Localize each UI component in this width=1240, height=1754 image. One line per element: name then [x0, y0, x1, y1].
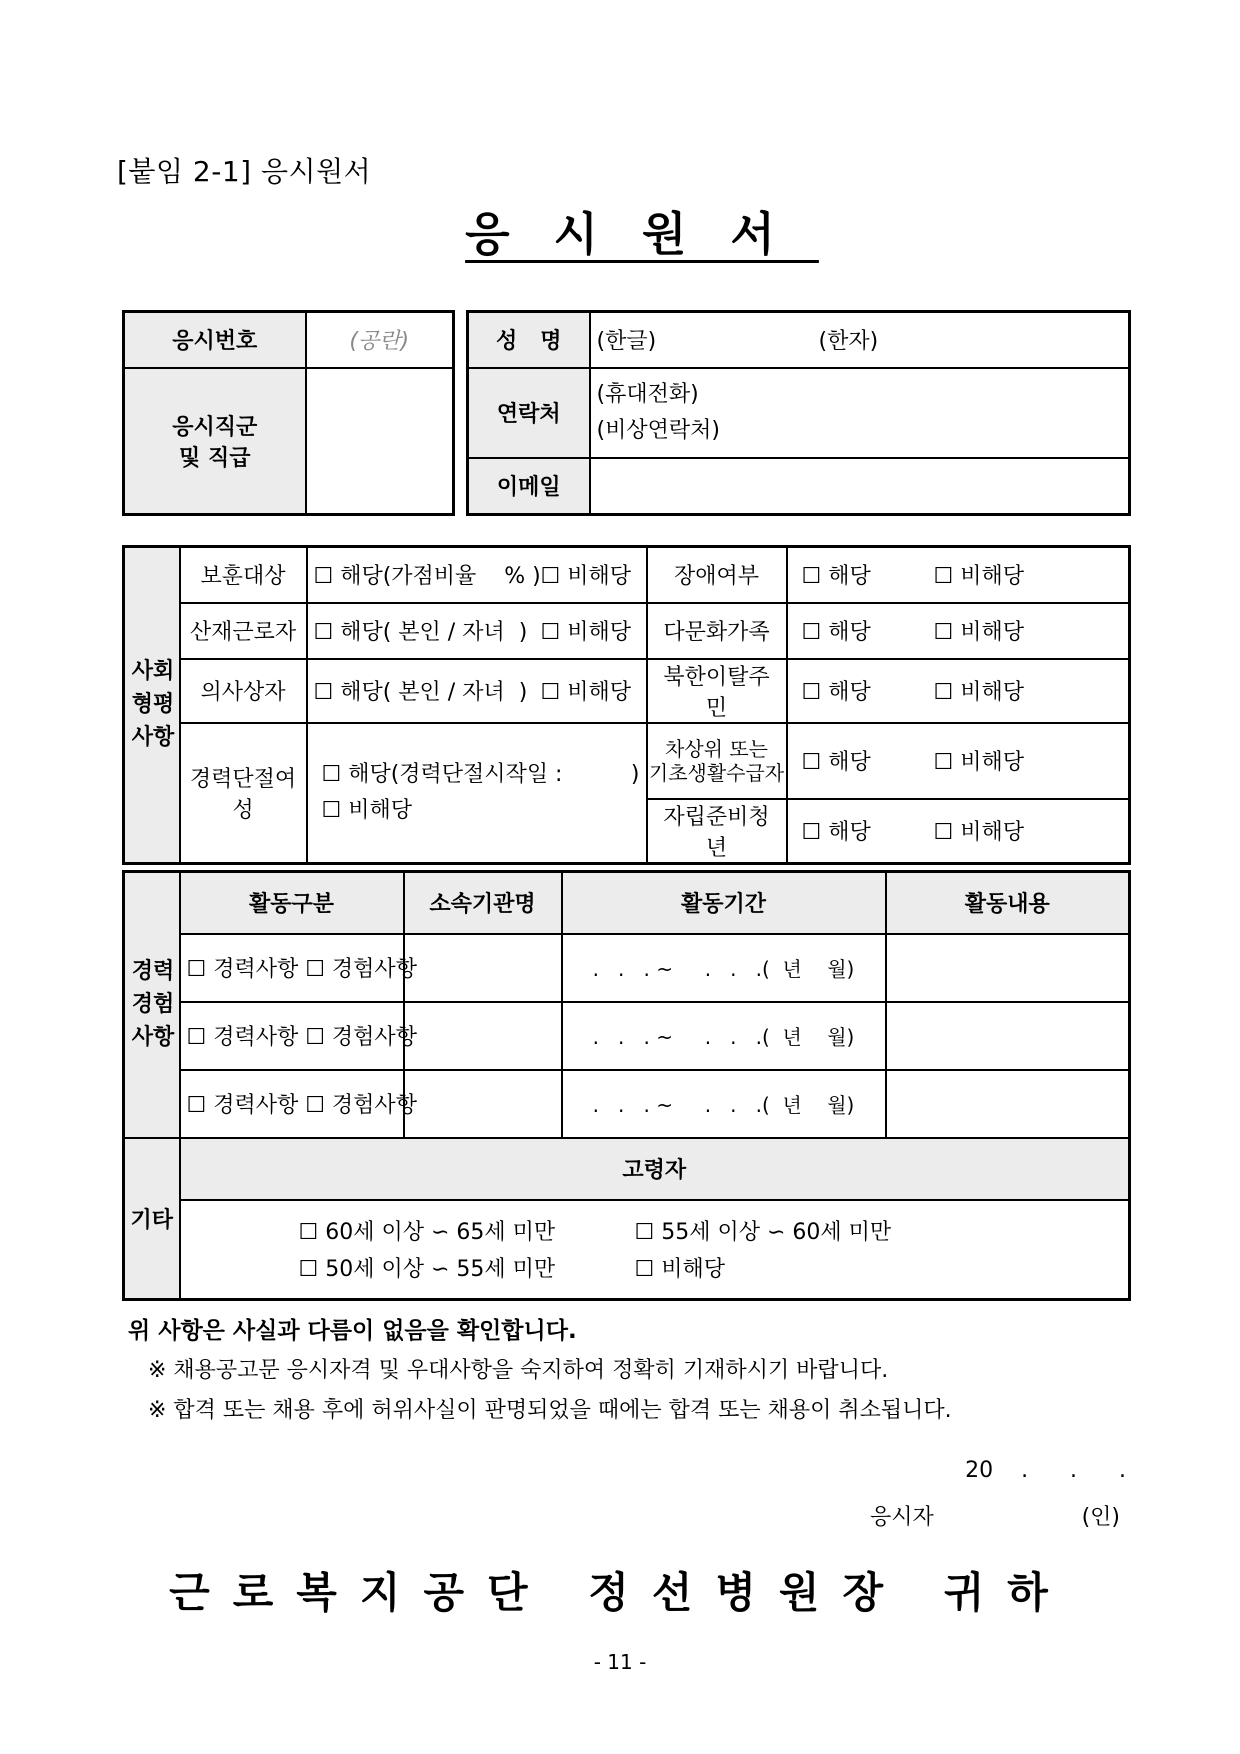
exam-number-label: 응시번호: [124, 312, 306, 368]
multicultural-yes-checkbox[interactable]: ☐ 해당: [787, 603, 920, 659]
name-label: 성 명: [468, 312, 590, 368]
elderly-none-checkbox[interactable]: ☐ 비해당: [634, 1257, 725, 1283]
veteran-label: 보훈대상: [180, 547, 307, 603]
note-accuracy: ※ 채용공고문 응시자격 및 우대사항을 숙지하여 정확히 기재하시기 바랍니다.: [148, 1358, 889, 1383]
activity-content-header: 활동내용: [886, 872, 1130, 934]
elderly-60-65-checkbox[interactable]: ☐ 60세 이상 ∽ 65세 미만: [298, 1220, 556, 1246]
elderly-header: 고령자: [180, 1138, 1130, 1200]
career-break-yes-row: [322, 757, 640, 793]
low-income-label-line2: 기초생활수급자: [648, 760, 785, 785]
page-number: - 11 -: [593, 1650, 647, 1674]
etc-section-label: 기타: [124, 1138, 180, 1300]
applicant-label: 응시자: [870, 1505, 934, 1530]
career-table: [122, 870, 1131, 1301]
industrial-accident-label: 산재근로자: [180, 603, 307, 659]
multicultural-no-checkbox[interactable]: ☐ 비해당: [920, 603, 1130, 659]
disability-yes-checkbox[interactable]: ☐ 해당: [787, 547, 920, 603]
attachment-label: [붙임 2-1] 응시원서: [117, 155, 372, 188]
career-break-yes-checkbox[interactable]: ☐ 해당(경력단절시작일 :: [321, 761, 563, 787]
disability-no-checkbox[interactable]: ☐ 비해당: [920, 547, 1130, 603]
note-cancellation: ※ 합격 또는 채용 후에 허위사실이 판명되었을 때에는 합격 또는 채용이 취소됩니다.: [148, 1398, 952, 1423]
name-korean: (한글): [596, 329, 657, 355]
email-label: 이메일: [468, 458, 590, 515]
elderly-50-55-checkbox[interactable]: ☐ 50세 이상 ∽ 55세 미만: [298, 1257, 556, 1283]
activity-content-field[interactable]: [886, 1070, 1130, 1138]
job-group-label-line1: 응시직군: [172, 414, 258, 440]
righteous-casualty-label: 의사상자: [180, 659, 307, 723]
multicultural-label: 다문화가족: [647, 603, 787, 659]
activity-type-checkboxes[interactable]: ☐ 경력사항 ☐ 경험사항: [180, 1070, 404, 1138]
elderly-options-grid: [299, 1215, 1123, 1283]
document-title: [0, 198, 1240, 264]
social-equity-section-text: 사회 형평 사항: [131, 659, 175, 751]
career-break-label: 경력단절여성: [180, 723, 307, 864]
applicant-signature-row: [870, 1500, 1120, 1531]
career-break-close-paren: ): [630, 761, 640, 787]
low-income-yes-checkbox[interactable]: ☐ 해당: [787, 723, 920, 799]
north-korean-defector-yes-checkbox[interactable]: ☐ 해당: [787, 659, 920, 723]
veteran-yes-checkbox[interactable]: ☐ 해당(가점비율 % ): [307, 547, 535, 603]
disability-label: 장애여부: [647, 547, 787, 603]
exam-number-value: (공란): [306, 312, 454, 368]
social-equity-table: [122, 545, 1131, 865]
exam-info-table: [122, 310, 455, 516]
activity-period-field[interactable]: . . . ~ . . .( 년 월): [562, 1070, 886, 1138]
name-field[interactable]: [590, 312, 1130, 368]
low-income-label: [647, 723, 787, 799]
job-group-label: [124, 368, 306, 515]
addressee: 근로복지공단 정선병원장 귀하: [169, 1568, 1071, 1617]
organization-field[interactable]: [404, 1070, 562, 1138]
contact-label: 연락처: [468, 368, 590, 458]
mobile-label: (휴대전화): [596, 381, 699, 407]
activity-type-checkboxes[interactable]: ☐ 경력사항 ☐ 경험사항: [180, 1002, 404, 1070]
activity-type-checkboxes[interactable]: ☐ 경력사항 ☐ 경험사항: [180, 934, 404, 1002]
youth-label: 자립준비청년: [647, 799, 787, 864]
righteous-casualty-yes-checkbox[interactable]: ☐ 해당( 본인 / 자녀 ): [307, 659, 535, 723]
elderly-55-60-checkbox[interactable]: ☐ 55세 이상 ∽ 60세 미만: [634, 1220, 892, 1246]
career-break-options: [307, 723, 647, 864]
confirmation-statement: 위 사항은 사실과 다름이 없음을 확인합니다.: [128, 1318, 577, 1344]
low-income-no-checkbox[interactable]: ☐ 비해당: [920, 723, 1130, 799]
email-field[interactable]: [590, 458, 1130, 515]
north-korean-defector-no-checkbox[interactable]: ☐ 비해당: [920, 659, 1130, 723]
activity-content-field[interactable]: [886, 934, 1130, 1002]
activity-content-field[interactable]: [886, 1002, 1130, 1070]
contact-field[interactable]: [590, 368, 1130, 458]
youth-no-checkbox[interactable]: ☐ 비해당: [920, 799, 1130, 864]
career-break-no-checkbox[interactable]: ☐ 비해당: [321, 797, 412, 823]
elderly-options: [180, 1200, 1130, 1300]
industrial-accident-no-checkbox[interactable]: ☐ 비해당: [535, 603, 647, 659]
activity-type-header: 활동구분: [180, 872, 404, 934]
organization-field[interactable]: [404, 1002, 562, 1070]
document-title-text: 응시원서: [465, 207, 819, 261]
seal-label[interactable]: (인): [1081, 1505, 1120, 1530]
low-income-label-line1: 차상위 또는: [665, 736, 768, 761]
activity-period-field[interactable]: . . . ~ . . .( 년 월): [562, 934, 886, 1002]
name-hanja: (한자): [818, 329, 879, 355]
veteran-no-checkbox[interactable]: ☐ 비해당: [535, 547, 647, 603]
emergency-contact-label: (비상연락처): [596, 417, 720, 443]
righteous-casualty-no-checkbox[interactable]: ☐ 비해당: [535, 659, 647, 723]
industrial-accident-yes-checkbox[interactable]: ☐ 해당( 본인 / 자녀 ): [307, 603, 535, 659]
activity-period-field[interactable]: . . . ~ . . .( 년 월): [562, 1002, 886, 1070]
career-section-label: [124, 872, 180, 1138]
job-group-label-line2: 및 직급: [179, 445, 251, 471]
activity-period-header: 활동기간: [562, 872, 886, 934]
organization-field[interactable]: [404, 934, 562, 1002]
job-group-field[interactable]: [306, 368, 454, 515]
social-equity-section-label: [124, 547, 180, 864]
north-korean-defector-label: 북한이탈주민: [647, 659, 787, 723]
career-section-text: 경력 경험 사항: [131, 959, 175, 1051]
application-date[interactable]: 20 . . .: [965, 1458, 1126, 1483]
organization-header: 소속기관명: [404, 872, 562, 934]
personal-info-table: [466, 310, 1131, 516]
youth-yes-checkbox[interactable]: ☐ 해당: [787, 799, 920, 864]
